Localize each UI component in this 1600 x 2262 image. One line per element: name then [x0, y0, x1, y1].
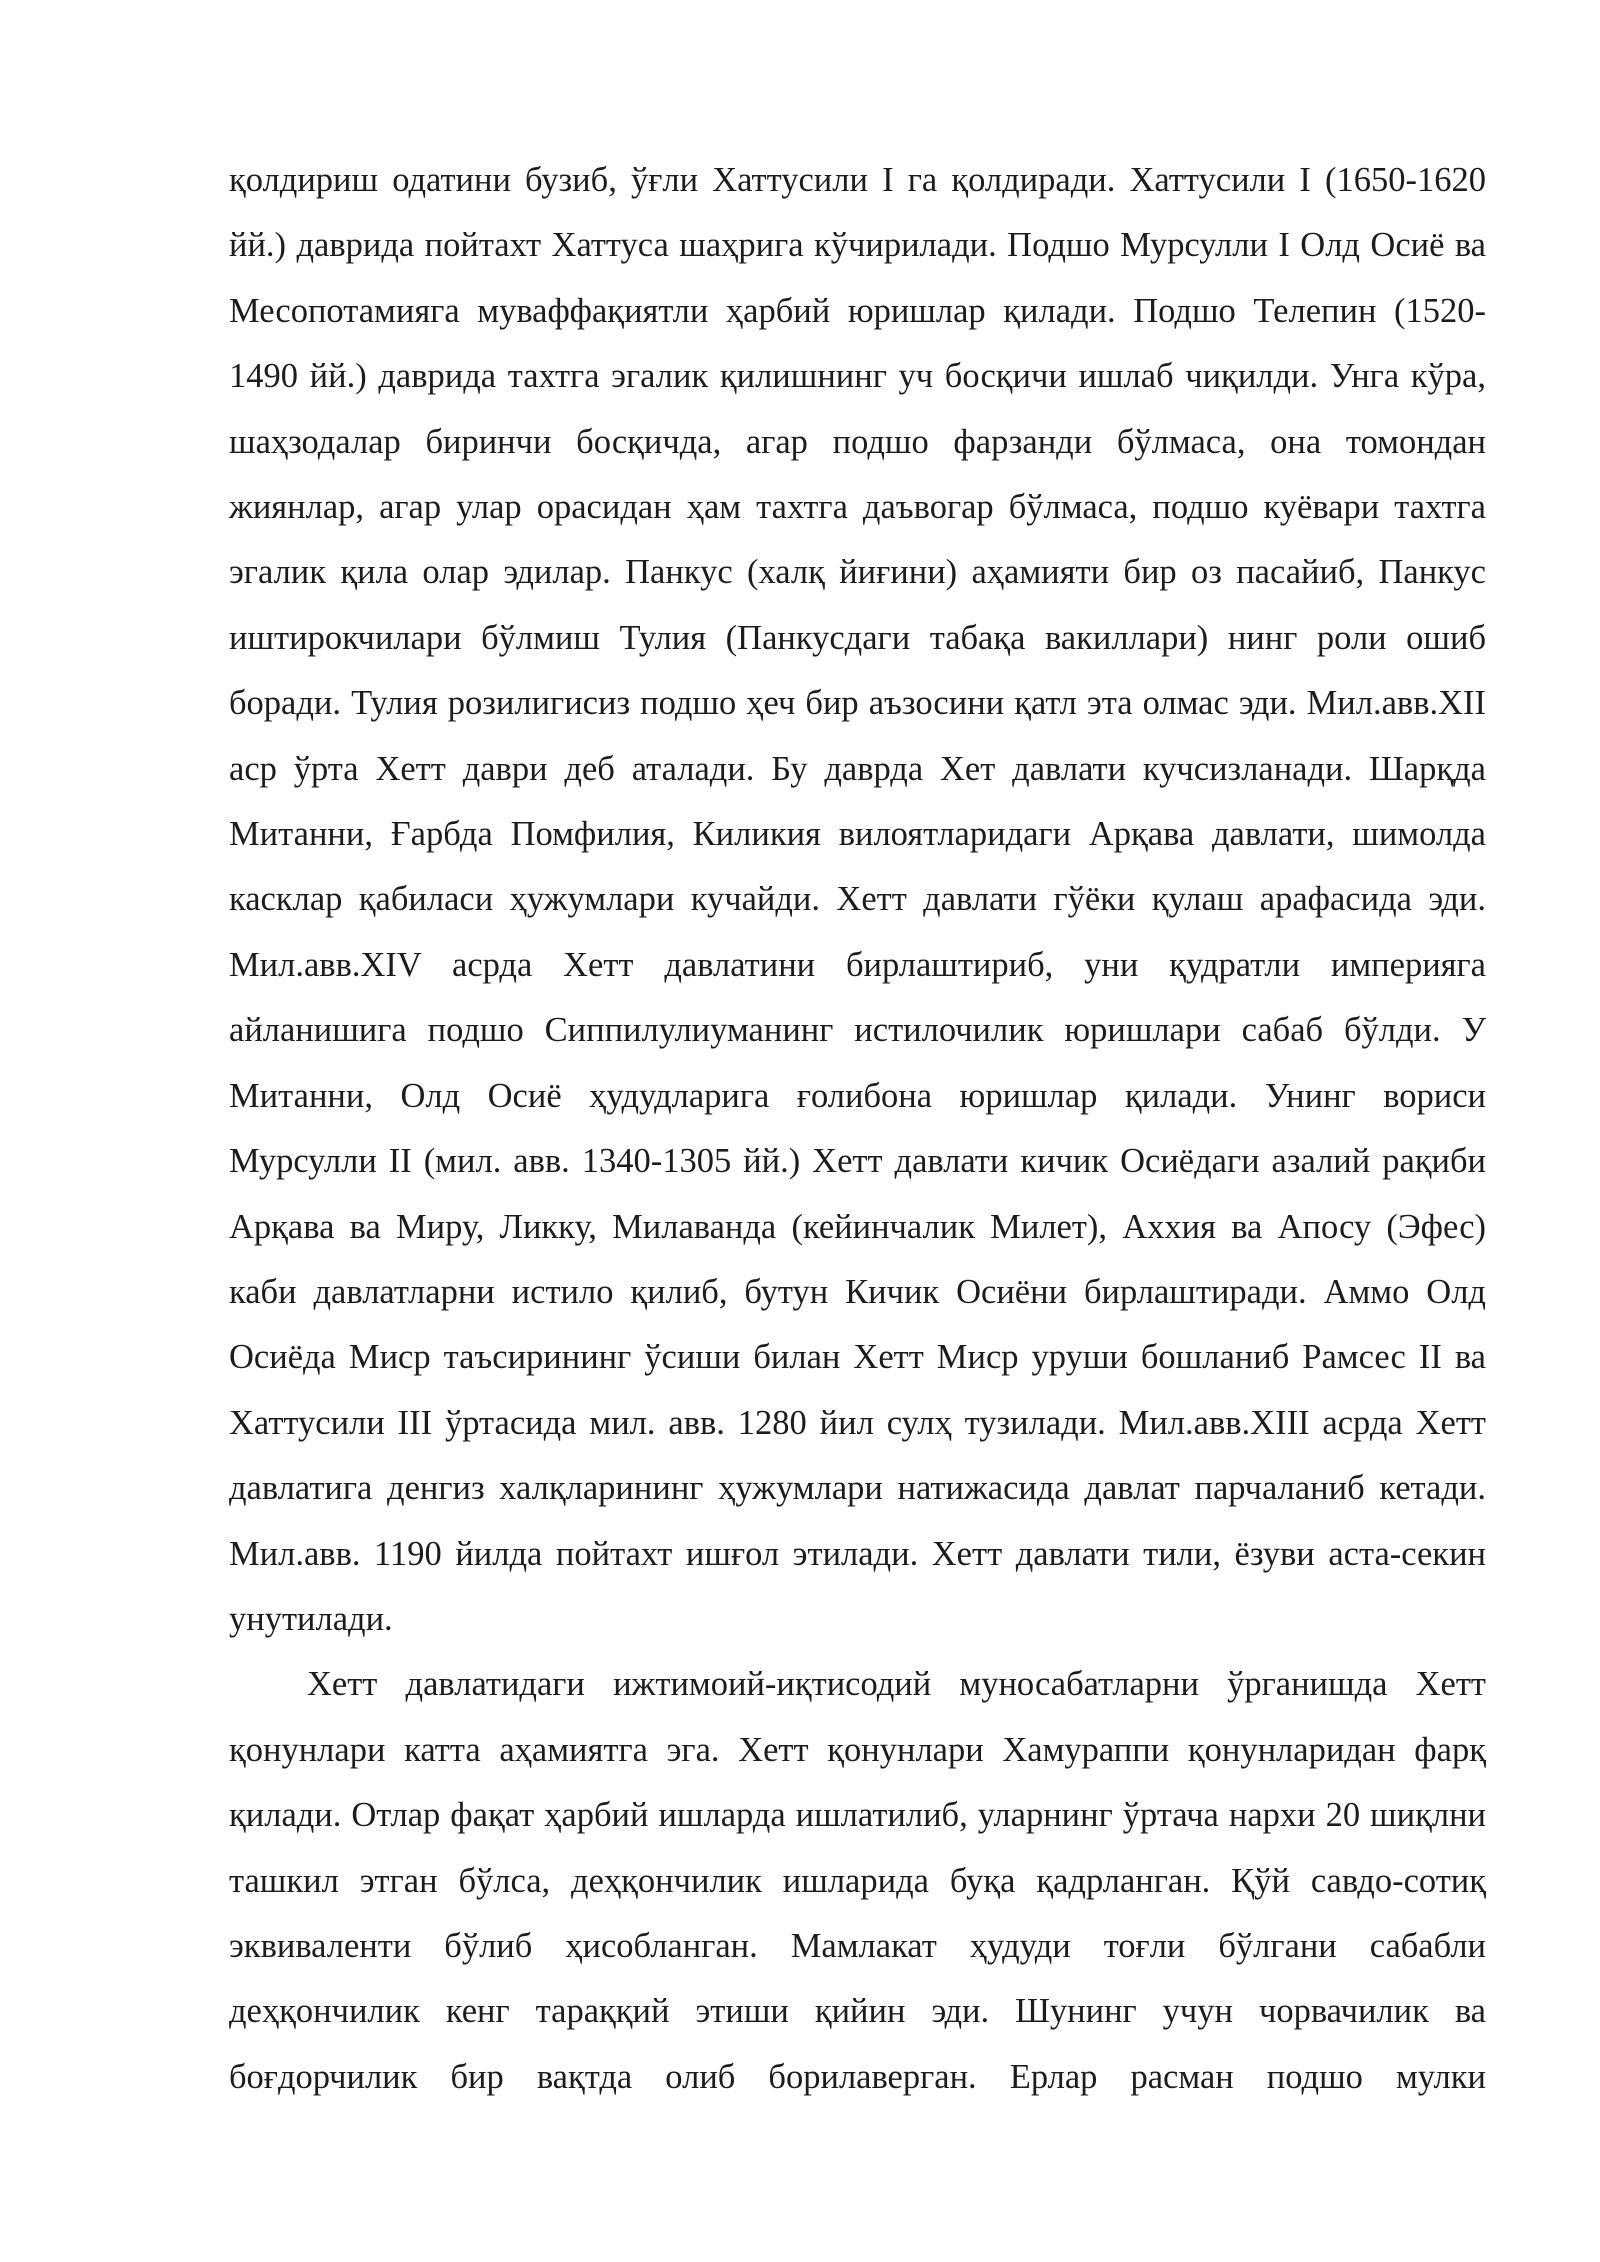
paragraph-2: Хетт давлатидаги ижтимоий-иқтисодий муносабатларни ўрганишда Хетт қонунлари катта аҳамиятга эга. Хетт қонунлари Хамураппи қонунларидан фарқ қилади. Отлар фақат ҳарбий ишларда ишлатилиб, уларнинг ўртача нархи 20 шиқлни ташкил этган бўлса, деҳқончилик ишларида буқа қадрланган. Қўй савдо-сотиқ эквиваленти бўлиб ҳисобланган. Мамлакат ҳудуди тоғли бўлгани сабабли деҳқончилик кенг тараққий этиши қийин эди. Шунинг учун чорвачилик ва боғдорчилик бир вақтда олиб борилаверган. Ерлар расман подшо мулки [229, 1665, 1486, 2096]
paragraph-1: қолдириш одатини бузиб, ўғли Хаттусили I га қолдиради. Хаттусили I (1650-1620 йй.) даврида пойтахт Хаттуса шаҳрига кўчирилади. Подшо Мурсулли I Олд Осиё ва Месопотамияга муваффақиятли ҳарбий юришлар қилади. Подшо Телепин (1520-1490 йй.) даврида тахтга эгалик қилишнинг уч босқичи ишлаб чиқилди. Унга кўра, шаҳзодалар биринчи босқичда, агар подшо фарзанди бўлмаса, она томондан жиянлар, агар улар орасидан ҳам тахтга даъвогар бўлмаса, подшо куёвари тахтга эгалик қила олар эдилар. Панкус (халқ йиғини) аҳамияти бир оз пасайиб, Панкус иштирокчилари бўлмиш Тулия (Панкусдаги табақа вакиллари) нинг роли ошиб боради. Тулия розилигисиз подшо ҳеч бир аъзосини қатл эта олмас эди. Мил.авв.XII аср ўрта Хетт даври деб аталади. Бу даврда Хет давлати кучсизланади. Шарқда Митанни, Ғарбда Помфилия, Киликия вилоятларидаги Арқава давлати, шимолда касклар қабиласи ҳужумлари кучайди. Хетт давлати гўёки қулаш арафасида эди. Мил.авв.XIV асрда Хетт давлатини бирлаштириб, уни қудратли империяга айланишига подшо Сиппилулиуманинг истилочилик юришлари сабаб бўлди. У Митанни, Олд Осиё ҳудудларига ғолибона юришлар қилади. Унинг вориси Мурсулли II (мил. авв. 1340-1305 йй.) Хетт давлати кичик Осиёдаги азалий рақиби Арқава ва Миру, Ликку, Милаванда (кейинчалик Милет), Аххия ва Апосу (Эфес) каби давлатларни истило қилиб, бутун Кичик Осиёни бирлаштиради. Аммо Олд Осиёда Миср таъсирининг ўсиши билан Хетт Миср уруши бошланиб Рамсес II ва Хаттусили III ўртасида мил. авв. 1280 йил сулҳ тузилади. Мил.авв.XIII асрда Хетт давлатига денгиз халқларининг ҳужумлари натижасида давлат парчаланиб кетади. Мил.авв. 1190 йилда пойтахт ишғол этилади. Хетт давлати тили, ёзуви аста-секин унутилади. [229, 161, 1486, 1638]
document-body [229, 148, 1486, 2110]
